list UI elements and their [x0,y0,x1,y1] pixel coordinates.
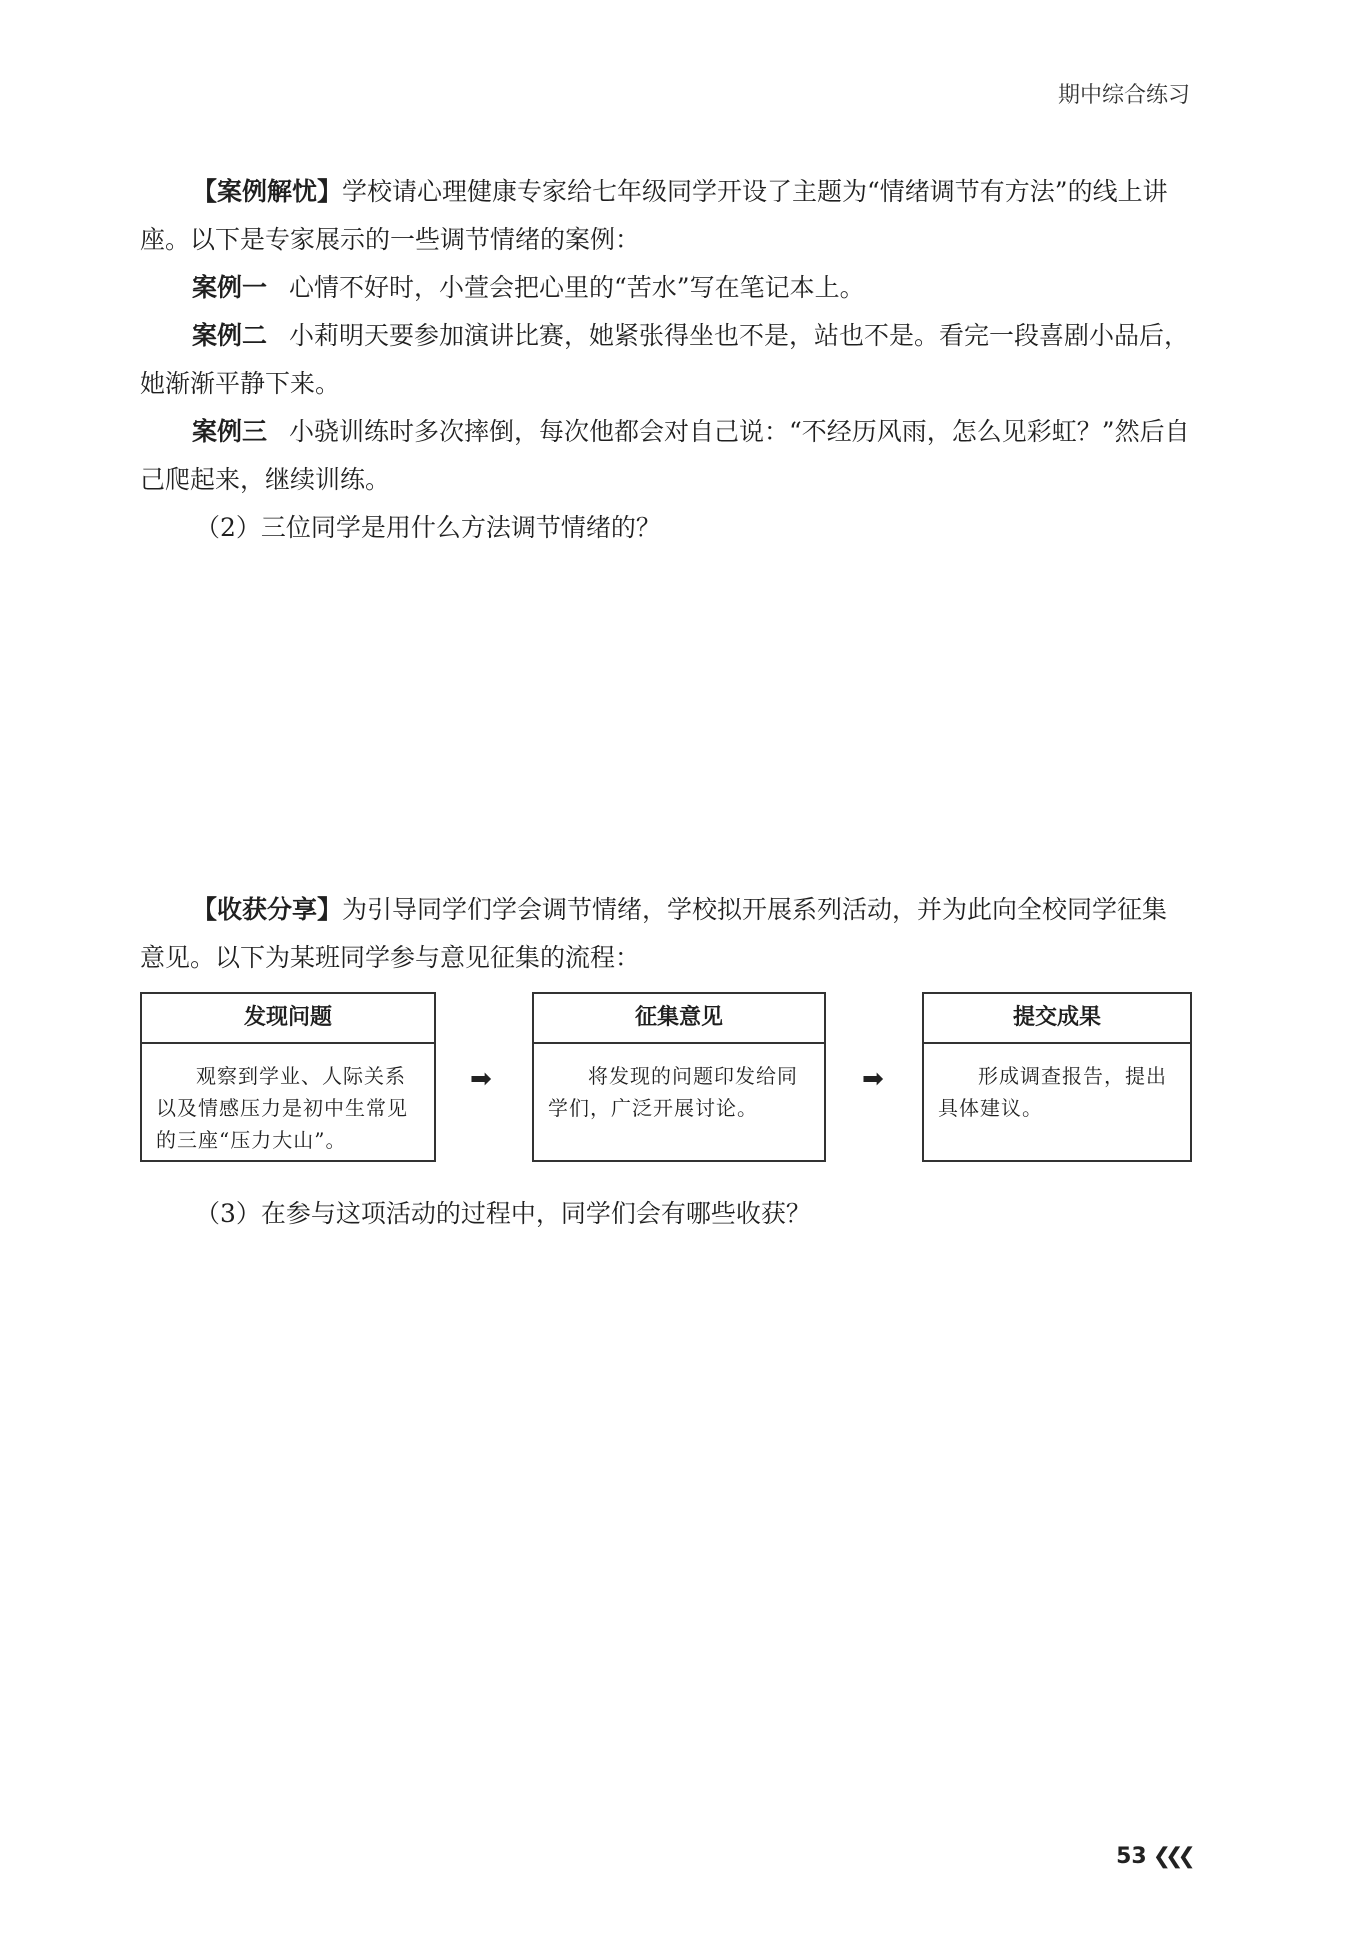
flow-step-collect [532,992,826,1162]
running-header: 期中综合练习 [1057,83,1190,108]
flow-step-discover [140,992,436,1162]
case-three-label: 案例三 [192,417,268,446]
page-number-text: 53 [1116,1844,1147,1869]
case-two-label: 案例二 [192,321,268,350]
page-number [1116,1844,1190,1869]
flow-step-text: 将发现的问题印发给同学们，广泛开展讨论。 [548,1064,798,1120]
share-intro-paragraph [140,886,1192,982]
case-intro-paragraph [140,168,1192,264]
flow-arrow-icon: ➡ [470,1064,492,1094]
flow-step-text: 观察到学业、人际关系以及情感压力是初中生常见的三座“压力大山”。 [156,1064,408,1152]
question-2: （2）三位同学是用什么方法调节情绪的？ [195,513,661,542]
case-two-text: 小莉明天要参加演讲比赛，她紧张得坐也不是，站也不是。看完一段喜剧小品后，她渐渐平静下来。 [140,321,1190,398]
flow-step-submit [922,992,1192,1162]
flow-step-title: 发现问题 [142,994,434,1044]
share-intro-text: 为引导同学们学会调节情绪，学校拟开展系列活动，并为此向全校同学征集意见。以下为某班同学参与意见征集的流程： [140,895,1168,972]
case-one-paragraph [140,264,1192,312]
flow-step-title: 征集意见 [534,994,824,1044]
case-section-tag: 【案例解忧】 [192,177,343,206]
case-three-text: 小骁训练时多次摔倒，每次他都会对自己说：“不经历风雨，怎么见彩虹？”然后自己爬起来，继续训练。 [140,417,1190,494]
flow-step-text: 形成调查报告，提出具体建议。 [938,1064,1167,1120]
case-intro-text: 学校请心理健康专家给七年级同学开设了主题为“情绪调节有方法”的线上讲座。以下是专家展示的一些调节情绪的案例： [140,177,1168,254]
case-one-label: 案例一 [192,273,268,302]
flow-arrow-icon: ➡ [862,1064,884,1094]
case-one-text: 心情不好时，小萱会把心里的“苦水”写在笔记本上。 [289,273,865,302]
case-two-paragraph [140,312,1192,408]
case-three-paragraph [140,408,1192,504]
flow-step-title: 提交成果 [924,994,1190,1044]
share-section-tag: 【收获分享】 [192,895,343,924]
chevron-left-icon: ❮❮❮ [1152,1844,1190,1869]
question-3: （3）在参与这项活动的过程中，同学们会有哪些收获？ [195,1199,811,1228]
